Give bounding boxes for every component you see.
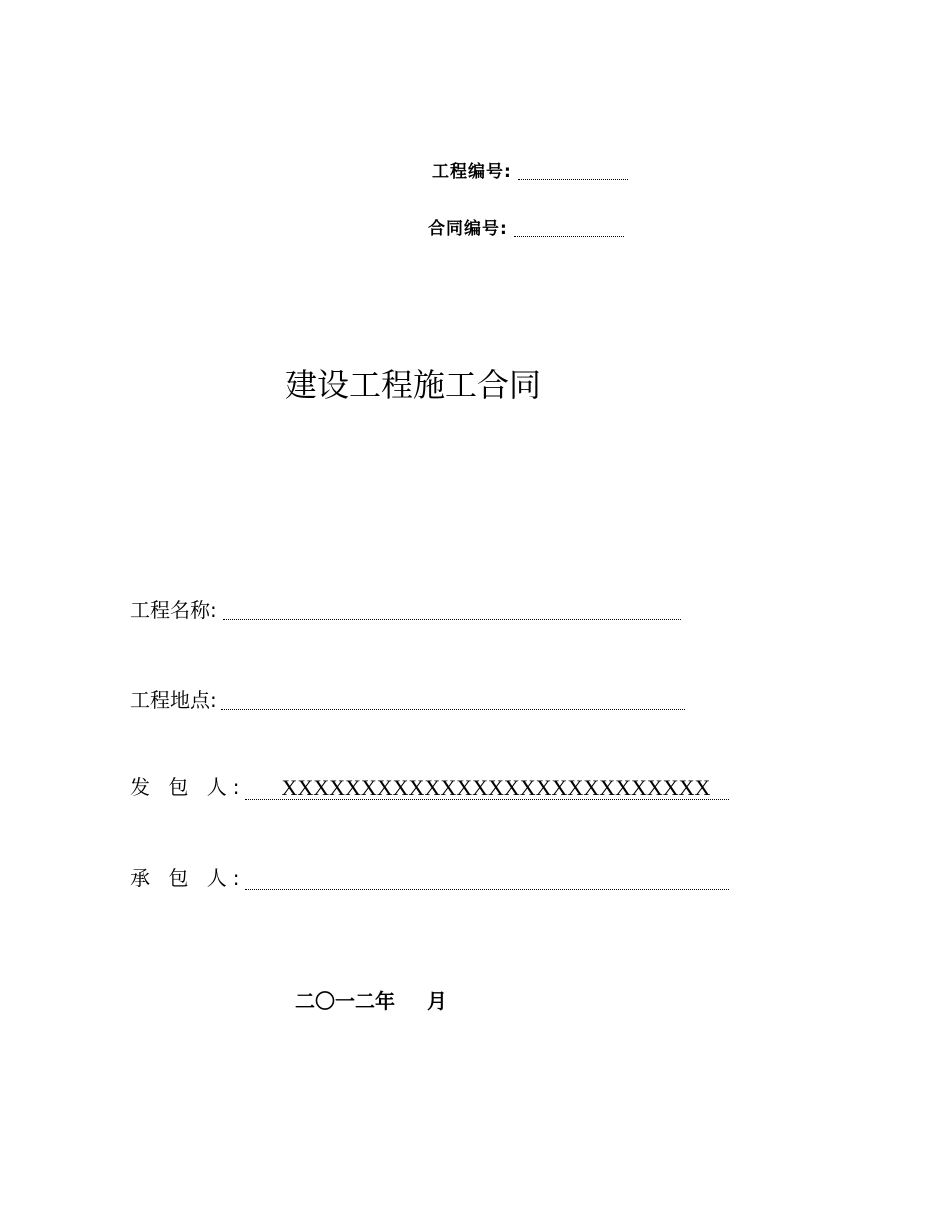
project-location-row: [130, 684, 685, 713]
project-name-field[interactable]: [223, 618, 681, 620]
project-number-field[interactable]: [518, 178, 628, 180]
project-name-label: 工程名称:: [130, 598, 217, 622]
contract-number-label: 合同编号:: [428, 219, 508, 239]
employer-field[interactable]: [245, 776, 729, 800]
date-month: 月: [427, 989, 447, 1013]
project-name-row: [130, 594, 681, 623]
document-title: 建设工程施工合同: [285, 366, 542, 404]
employer-row: [130, 771, 729, 800]
project-number-label: 工程编号:: [432, 162, 512, 182]
employer-value: XXXXXXXXXXXXXXXXXXXXXXXXXXX: [281, 775, 711, 800]
contract-number-row: [428, 214, 624, 239]
contractor-label: 承 包 人:: [130, 866, 246, 890]
contractor-row: [130, 862, 729, 891]
contract-number-field[interactable]: [514, 235, 624, 237]
date-year: 二〇一二年: [295, 989, 395, 1013]
project-location-field[interactable]: [221, 708, 685, 710]
project-number-row: [432, 157, 628, 182]
project-location-label: 工程地点:: [130, 688, 217, 712]
employer-label: 发 包 人:: [130, 775, 246, 799]
contract-date: [295, 985, 447, 1014]
contractor-field[interactable]: [245, 888, 729, 890]
